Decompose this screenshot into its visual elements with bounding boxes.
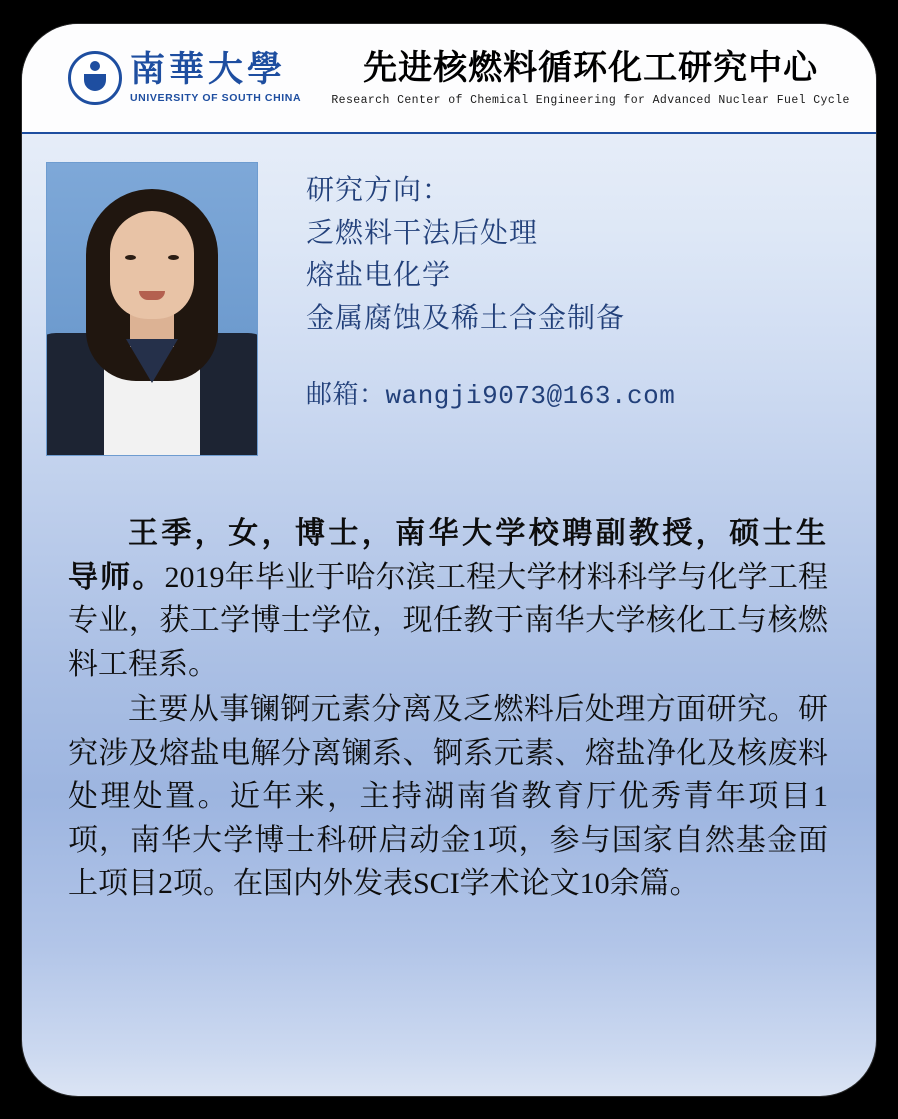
research-title: 研究方向： xyxy=(306,175,452,206)
person-name-title: 王季，女，博士，南华大学校聘副教授，硕士生导师。 xyxy=(68,517,828,594)
profile-section xyxy=(22,134,876,456)
center-title-block xyxy=(301,49,866,106)
research-item-2: 金属腐蚀及稀土合金制备 xyxy=(306,302,626,334)
header-bar xyxy=(22,24,876,134)
portrait-photo xyxy=(46,162,258,456)
biography-paragraph-1-rest: 2019年毕业于哈尔滨工程大学材料科学与化学工程专业，获工学博士学位，现任教于南华大学核化工与核燃料工程系。 xyxy=(68,560,829,681)
biography-section xyxy=(22,456,876,906)
logo-text-block xyxy=(130,52,301,104)
portrait-eye-right xyxy=(168,255,179,260)
university-emblem-icon xyxy=(68,51,122,105)
portrait-eye-left xyxy=(125,255,136,260)
email-line: 邮箱：wangji9073@163.com xyxy=(306,381,676,412)
portrait-face xyxy=(110,211,194,319)
biography-paragraph-1 xyxy=(68,512,828,686)
university-logo xyxy=(68,51,301,105)
research-item-1: 熔盐电化学 xyxy=(306,260,452,292)
profile-card xyxy=(22,24,876,1096)
portrait-collar xyxy=(126,339,178,383)
logo-chinese-name: 南華大學 xyxy=(130,50,287,90)
logo-english-name: UNIVERSITY OF SOUTH CHINA xyxy=(130,91,302,104)
center-title-chinese: 先进核燃料循环化工研究中心 xyxy=(363,50,819,88)
research-item-0: 乏燃料干法后处理 xyxy=(306,217,539,249)
biography-paragraph-2: 主要从事镧锕元素分离及乏燃料后处理方面研究。研究涉及熔盐电解分离镧系、锕系元素、熔盐净化及核废料处理处置。近年来，主持湖南省教育厅优秀青年项目1项，南华大学博士科研启动金1项，参与国家自然基金面上项目2项。在国内外发表SCI学术论文10余篇。 xyxy=(68,693,828,900)
center-title-english: Research Center of Chemical Engineering for Advanced Nuclear Fuel Cycle xyxy=(331,93,850,107)
research-directions xyxy=(258,162,846,456)
